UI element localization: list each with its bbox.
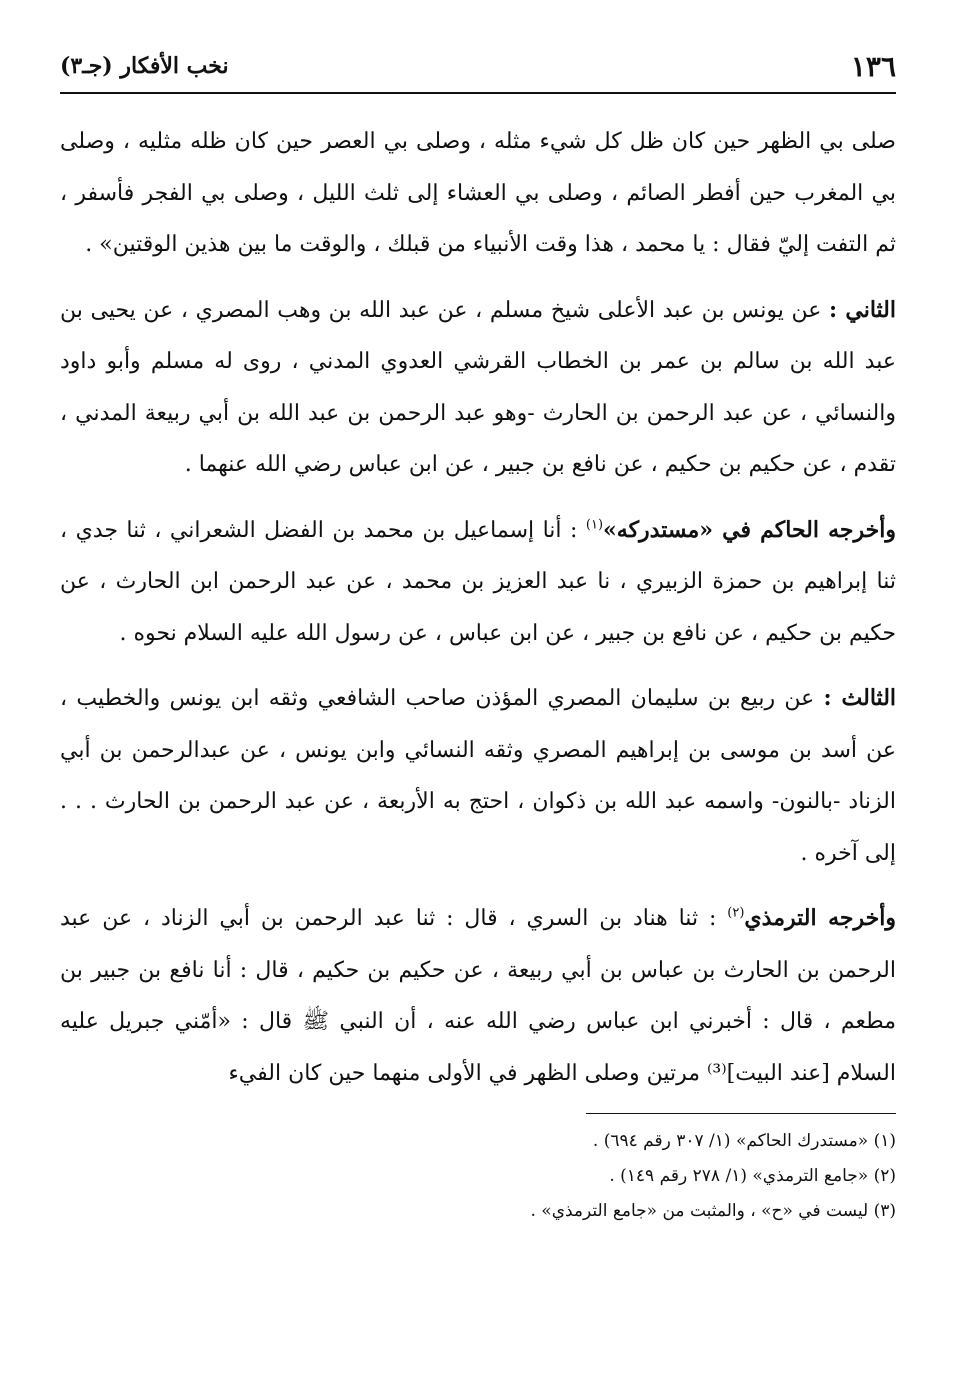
page-header bbox=[60, 40, 896, 94]
footnote: (٢) «جامع الترمذي» (١/ ٢٧٨ رقم ١٤٩) . bbox=[609, 1166, 896, 1186]
paragraph-text: عن يونس بن عبد الأعلى شيخ مسلم ، عن عبد الله بن وهب المصري ، عن يحيى بن عبد الله بن سالم بن عمر بن الخطاب القرشي العدوي المدني ، روى له مسلم وأبو داود والنسائي ، عن عبد الرحمن بن الحارث -وهو عبد الرحمن بن عبد الله بن أبي ربيعة المدني ، تقدم ، عن حكيم بن حكيم ، عن نافع بن جبير ، عن ابن عباس رضي الله عنهما . bbox=[60, 297, 897, 477]
page-number: ١٣٦ bbox=[850, 49, 896, 83]
footnote: (١) «مستدرك الحاكم» (١/ ٣٠٧ رقم ٦٩٤) . bbox=[592, 1131, 896, 1151]
paragraph-text: : أنا إسماعيل بن محمد بن الفضل الشعراني ، ثنا جدي ، ثنا إبراهيم بن حمزة الزبيري ، نا عبد العزيز بن محمد ، عن عبد الرحمن ابن الحارث ، عن حكيم بن حكيم ، عن نافع بن جبير ، عن ابن عباس ، عن رسول الله عليه السلام نحوه . bbox=[60, 517, 896, 646]
paragraph bbox=[60, 116, 896, 271]
paragraph-lead: وأخرجه الحاكم في «مستدركه» bbox=[603, 516, 896, 543]
footnote: (٣) ليست في «ح» ، والمثبت من «جامع الترمذي» . bbox=[530, 1201, 896, 1221]
book-page bbox=[60, 40, 896, 1340]
paragraph-lead: الثالث : bbox=[823, 685, 897, 711]
main-text bbox=[60, 116, 896, 1099]
paragraph-text: : ثنا هناد بن السري ، قال : ثنا عبد الرحمن بن أبي الزناد ، عن عبد الرحمن بن الحارث بن عباس بن أبي ربيعة ، عن حكيم بن حكيم ، قال : أنا نافع بن جبير بن مطعم ، قال : أخبرني ابن عباس رضي الله عنه ، أن النبي ﷺ قال : «أمّني جبريل عليه السلام [عند البيت]⁽³⁾ مرتين وصلى الظهر في الأولى منهما حين كان الفيء bbox=[60, 906, 896, 1086]
paragraph bbox=[60, 893, 896, 1099]
paragraph-text: صلى بي الظهر حين كان ظل كل شيء مثله ، وصلى بي العصر حين كان ظله مثليه ، وصلى بي المغرب حين أفطر الصائم ، وصلى بي العشاء إلى ثلث الليل ، وصلى بي الفجر فأسفر ، ثم التفت إليّ فقال : يا محمد ، هذا وقت الأنبياء من قبلك ، والوقت ما بين هذين الوقتين» . bbox=[60, 129, 896, 257]
paragraph-text: عن ربيع بن سليمان المصري المؤذن صاحب الشافعي وثقه ابن يونس والخطيب ، عن أسد بن موسى بن إبراهيم المصري وثقه النسائي وابن يونس ، عن عبدالرحمن بن أبي الزناد -بالنون- واسمه عبد الله بن ذكوان ، احتج به الأربعة ، عن عبد الرحمن بن الحارث . . . إلى آخره . bbox=[60, 686, 897, 866]
paragraph-lead: الثاني : bbox=[828, 296, 896, 323]
paragraph bbox=[60, 505, 896, 660]
footnote-ref: (٢) bbox=[727, 905, 745, 921]
running-title: نخب الأفكار (جـ٣) bbox=[60, 53, 229, 79]
paragraph-lead: وأخرجه الترمذي bbox=[744, 905, 896, 931]
paragraph bbox=[60, 673, 896, 879]
footnotes bbox=[60, 1124, 896, 1229]
footnote-ref: (١) bbox=[585, 517, 604, 533]
paragraph bbox=[60, 285, 896, 491]
footnote-divider bbox=[586, 1113, 896, 1114]
